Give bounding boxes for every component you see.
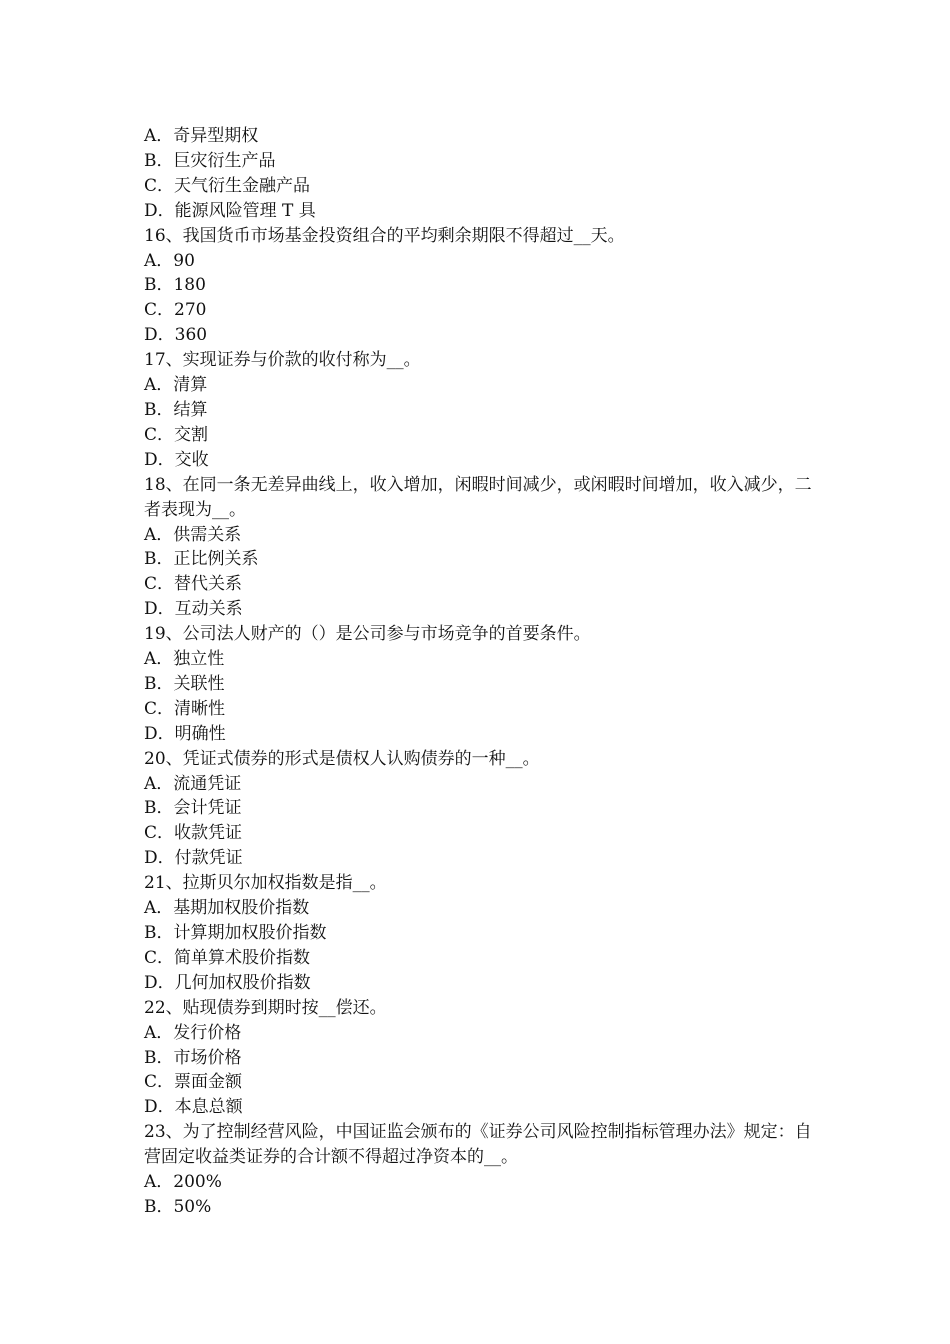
- option-line: A．90: [144, 250, 195, 271]
- option-line: B．50%: [144, 1196, 212, 1217]
- answer-option: [144, 846, 814, 871]
- question-list: [144, 124, 814, 1220]
- question-line: 17、实现证券与价款的收付称为__。: [144, 350, 421, 371]
- question-line: 23、为了控制经营风险，中国证监会颁布的《证券公司风险控制指标管理办法》规定：自营固定收益类证券的合计额不得超过净资本的__。: [144, 1122, 812, 1168]
- question-text: [144, 473, 814, 523]
- option-line: D．本息总额: [144, 1097, 243, 1118]
- option-line: A．基期加权股价指数: [144, 898, 310, 919]
- answer-option: [144, 373, 814, 398]
- option-line: D．360: [144, 325, 208, 346]
- answer-option: [144, 821, 814, 846]
- answer-option: [144, 174, 814, 199]
- answer-option: [144, 946, 814, 971]
- question-text: [144, 996, 814, 1021]
- answer-option: [144, 124, 814, 149]
- question-line: 16、我国货币市场基金投资组合的平均剩余期限不得超过__天。: [144, 225, 625, 246]
- option-line: C．票面金额: [144, 1072, 243, 1093]
- answer-option: [144, 971, 814, 996]
- answer-option: [144, 547, 814, 572]
- answer-option: [144, 1095, 814, 1120]
- option-line: A．清算: [144, 375, 208, 396]
- answer-option: [144, 1070, 814, 1095]
- question-text: [144, 348, 814, 373]
- option-line: D．明确性: [144, 723, 226, 744]
- answer-option: [144, 697, 814, 722]
- answer-option: [144, 597, 814, 622]
- option-line: C．天气衍生金融产品: [144, 175, 311, 196]
- answer-option: [144, 423, 814, 448]
- question-text: [144, 1120, 814, 1170]
- option-line: B．会计凭证: [144, 798, 242, 819]
- question-line: 22、贴现债券到期时按__偿还。: [144, 997, 387, 1018]
- answer-option: [144, 921, 814, 946]
- option-line: D．能源风险管理 T 具: [144, 200, 316, 221]
- answer-option: [144, 896, 814, 921]
- answer-option: [144, 796, 814, 821]
- option-line: A．奇异型期权: [144, 126, 259, 146]
- question-line: 21、拉斯贝尔加权指数是指__。: [144, 873, 387, 894]
- option-line: B．市场价格: [144, 1047, 242, 1068]
- answer-option: [144, 1195, 814, 1220]
- answer-option: [144, 149, 814, 174]
- option-line: B．180: [144, 275, 206, 296]
- answer-option: [144, 273, 814, 298]
- answer-option: [144, 1170, 814, 1195]
- question-line: 19、公司法人财产的（）是公司参与市场竞争的首要条件。: [144, 624, 591, 645]
- answer-option: [144, 1046, 814, 1071]
- option-line: B．关联性: [144, 673, 225, 694]
- option-line: C．替代关系: [144, 574, 243, 595]
- option-line: A．供需关系: [144, 524, 242, 545]
- answer-option: [144, 523, 814, 548]
- answer-option: [144, 572, 814, 597]
- answer-option: [144, 398, 814, 423]
- option-line: C．交割: [144, 424, 209, 445]
- answer-option: [144, 448, 814, 473]
- option-line: C．收款凭证: [144, 823, 243, 844]
- answer-option: [144, 249, 814, 274]
- option-line: D．互动关系: [144, 599, 243, 620]
- option-line: B．巨灾衍生产品: [144, 150, 276, 171]
- option-line: A．200%: [144, 1172, 222, 1193]
- answer-option: [144, 298, 814, 323]
- option-line: A．独立性: [144, 649, 225, 670]
- question-text: [144, 871, 814, 896]
- answer-option: [144, 672, 814, 697]
- option-line: D．交收: [144, 449, 209, 470]
- question-text: [144, 622, 814, 647]
- answer-option: [144, 722, 814, 747]
- question-line: 20、凭证式债券的形式是债权人认购债券的一种__。: [144, 748, 540, 769]
- option-line: C．270: [144, 300, 207, 321]
- answer-option: [144, 647, 814, 672]
- question-line: 18、在同一条无差异曲线上，收入增加，闲暇时间减少，或闲暇时间增加，收入减少，二者表现为__。: [144, 474, 812, 520]
- question-text: [144, 747, 814, 772]
- option-line: B．结算: [144, 399, 208, 420]
- answer-option: [144, 772, 814, 797]
- option-line: C．清晰性: [144, 698, 226, 719]
- question-text: [144, 224, 814, 249]
- answer-option: [144, 1021, 814, 1046]
- option-line: A．流通凭证: [144, 773, 242, 794]
- option-line: B．正比例关系: [144, 549, 259, 570]
- option-line: C．简单算术股价指数: [144, 947, 311, 968]
- option-line: D．几何加权股价指数: [144, 972, 311, 993]
- answer-option: [144, 199, 814, 224]
- option-line: B．计算期加权股价指数: [144, 923, 327, 943]
- option-line: A．发行价格: [144, 1022, 242, 1043]
- option-line: D．付款凭证: [144, 848, 243, 869]
- answer-option: [144, 323, 814, 348]
